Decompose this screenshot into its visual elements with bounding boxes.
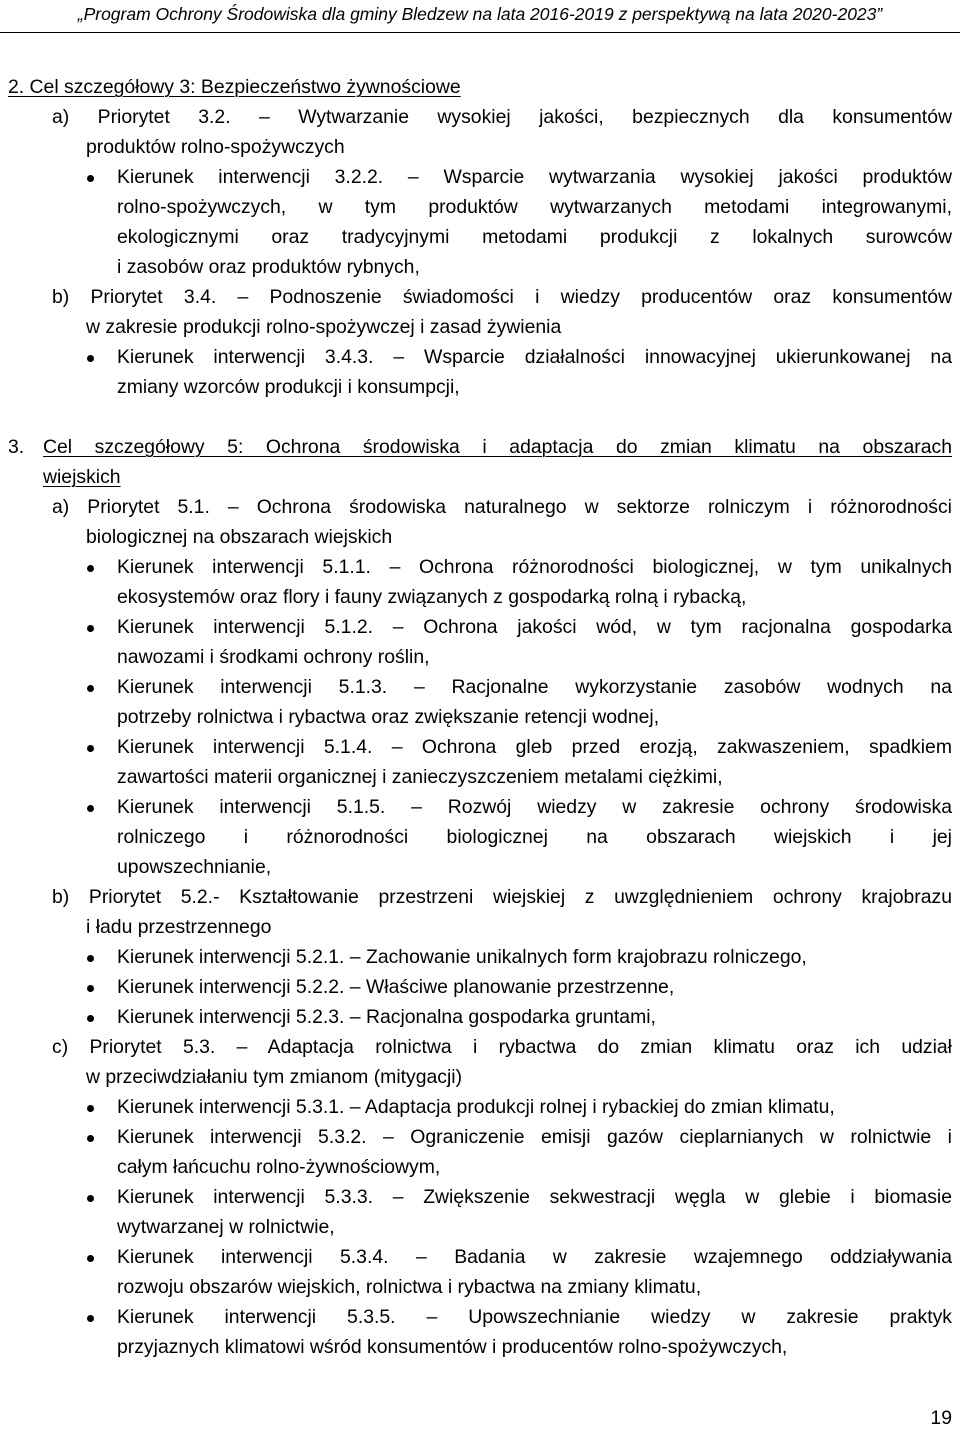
priority-5-2: b) Priorytet 5.2.- Kształtowanie przestrzeni wiejskiej z uwzględnieniem ochrony krajobrazu xyxy=(52,886,952,908)
direction-5-3-3: Kierunek interwencji 5.3.3. – Zwiększenie sekwestracji węgla w glebie i biomasie xyxy=(117,1186,952,1208)
direction-3-2-2: Kierunek interwencji 3.2.2. – Wsparcie wytwarzania wysokiej jakości produktów xyxy=(117,166,952,188)
priority-5-3: c) Priorytet 5.3. – Adaptacja rolnictwa i rybactwa do zmian klimatu oraz ich udział xyxy=(52,1036,952,1058)
bullet-icon xyxy=(87,685,94,692)
bullet-icon xyxy=(87,565,94,572)
section-heading: 2. Cel szczegółowy 3: Bezpieczeństwo żywnościowe xyxy=(8,76,461,98)
direction-5-2-2: Kierunek interwencji 5.2.2. – Właściwe planowanie przestrzenne, xyxy=(117,976,675,998)
direction-5-3-4: Kierunek interwencji 5.3.4. – Badania w zakresie wzajemnego oddziaływania xyxy=(117,1246,952,1268)
direction-5-1-3-cont: potrzeby rolnictwa i rybactwa oraz zwiększanie retencji wodnej, xyxy=(117,706,660,728)
direction-5-3-1: Kierunek interwencji 5.3.1. – Adaptacja produkcji rolnej i rybackiej do zmian klimatu, xyxy=(117,1096,835,1118)
direction-5-3-2-cont: całym łańcuchu rolno-żywnościowym, xyxy=(117,1156,441,1178)
direction-5-1-5: Kierunek interwencji 5.1.5. – Rozwój wiedzy w zakresie ochrony środowiska xyxy=(117,796,952,818)
direction-5-2-1: Kierunek interwencji 5.2.1. – Zachowanie unikalnych form krajobrazu rolniczego, xyxy=(117,946,807,968)
running-header: „Program Ochrony Środowiska dla gminy Bledzew na lata 2016-2019 z perspektywą na lata 2020-2023” xyxy=(77,4,883,24)
bullet-icon xyxy=(87,1105,94,1112)
priority-5-1: a) Priorytet 5.1. – Ochrona środowiska naturalnego w sektorze rolniczym i różnorodności xyxy=(52,496,952,518)
bullet-icon xyxy=(87,745,94,752)
direction-3-4-3: Kierunek interwencji 3.4.3. – Wsparcie działalności innowacyjnej ukierunkowanej na xyxy=(117,346,952,368)
direction-5-1-2: Kierunek interwencji 5.1.2. – Ochrona jakości wód, w tym racjonalna gospodarka xyxy=(117,616,952,638)
bullet-icon xyxy=(87,1135,94,1142)
priority-3-2: a) Priorytet 3.2. – Wytwarzanie wysokiej jakości, bezpiecznych dla konsumentów xyxy=(52,106,952,128)
direction-5-1-2-cont: nawozami i środkami ochrony roślin, xyxy=(117,646,430,668)
direction-3-2-2-cont: i zasobów oraz produktów rybnych, xyxy=(117,256,420,278)
direction-5-1-3: Kierunek interwencji 5.1.3. – Racjonalne wykorzystanie zasobów wodnych na xyxy=(117,676,952,698)
bullet-icon xyxy=(87,985,94,992)
section-heading-cont: wiejskich xyxy=(43,466,121,488)
bullet-icon xyxy=(87,805,94,812)
direction-5-1-1: Kierunek interwencji 5.1.1. – Ochrona różnorodności biologicznej, w tym unikalnych xyxy=(117,556,952,578)
page-number: 19 xyxy=(930,1407,952,1429)
bullet-icon xyxy=(87,625,94,632)
bullet-icon xyxy=(87,1315,94,1322)
direction-3-2-2-cont: ekologicznymi oraz tradycyjnymi metodami produkcji z lokalnych surowców xyxy=(117,226,952,248)
direction-3-2-2-cont: rolno-spożywczych, w tym produktów wytwarzanych metodami integrowanymi, xyxy=(117,196,952,218)
direction-5-1-4: Kierunek interwencji 5.1.4. – Ochrona gleb przed erozją, zakwaszeniem, spadkiem xyxy=(117,736,952,758)
direction-5-2-3: Kierunek interwencji 5.2.3. – Racjonalna gospodarka gruntami, xyxy=(117,1006,656,1028)
direction-5-3-3-cont: wytwarzanej w rolnictwie, xyxy=(117,1216,335,1238)
priority-5-1-cont: biologicznej na obszarach wiejskich xyxy=(86,526,393,548)
direction-3-4-3-cont: zmiany wzorców produkcji i konsumpcji, xyxy=(117,376,460,398)
header-rule xyxy=(0,32,960,33)
priority-3-4: b) Priorytet 3.4. – Podnoszenie świadomości i wiedzy producentów oraz konsumentów xyxy=(52,286,952,308)
bullet-icon xyxy=(87,1195,94,1202)
direction-5-3-5-cont: przyjaznych klimatowi wśród konsumentów i producentów rolno-spożywczych, xyxy=(117,1336,788,1358)
priority-3-2-cont: produktów rolno-spożywczych xyxy=(86,136,345,158)
direction-5-1-5-cont: rolniczego i różnorodności biologicznej na obszarach wiejskich i jej xyxy=(117,826,952,848)
direction-5-3-5: Kierunek interwencji 5.3.5. – Upowszechnianie wiedzy w zakresie praktyk xyxy=(117,1306,952,1328)
section-heading: Cel szczegółowy 5: Ochrona środowiska i adaptacja do zmian klimatu na obszarach xyxy=(43,436,952,458)
bullet-icon xyxy=(87,955,94,962)
priority-5-2-cont: i ładu przestrzennego xyxy=(86,916,272,938)
bullet-icon xyxy=(87,1015,94,1022)
direction-5-1-5-cont: upowszechnianie, xyxy=(117,856,272,878)
bullet-icon xyxy=(87,175,94,182)
direction-5-3-4-cont: rozwoju obszarów wiejskich, rolnictwa i rybactwa na zmiany klimatu, xyxy=(117,1276,702,1298)
direction-5-1-4-cont: zawartości materii organicznej i zanieczyszczeniem metalami ciężkimi, xyxy=(117,766,723,788)
bullet-icon xyxy=(87,1255,94,1262)
bullet-icon xyxy=(87,355,94,362)
direction-5-1-1-cont: ekosystemów oraz flory i fauny związanych z gospodarką rolną i rybacką, xyxy=(117,586,747,608)
section-number: 3. xyxy=(8,436,25,458)
priority-5-3-cont: w przeciwdziałaniu tym zmianom (mitygacji) xyxy=(86,1066,463,1088)
direction-5-3-2: Kierunek interwencji 5.3.2. – Ograniczenie emisji gazów cieplarnianych w rolnictwie i xyxy=(117,1126,952,1148)
priority-3-4-cont: w zakresie produkcji rolno-spożywczej i zasad żywienia xyxy=(86,316,562,338)
